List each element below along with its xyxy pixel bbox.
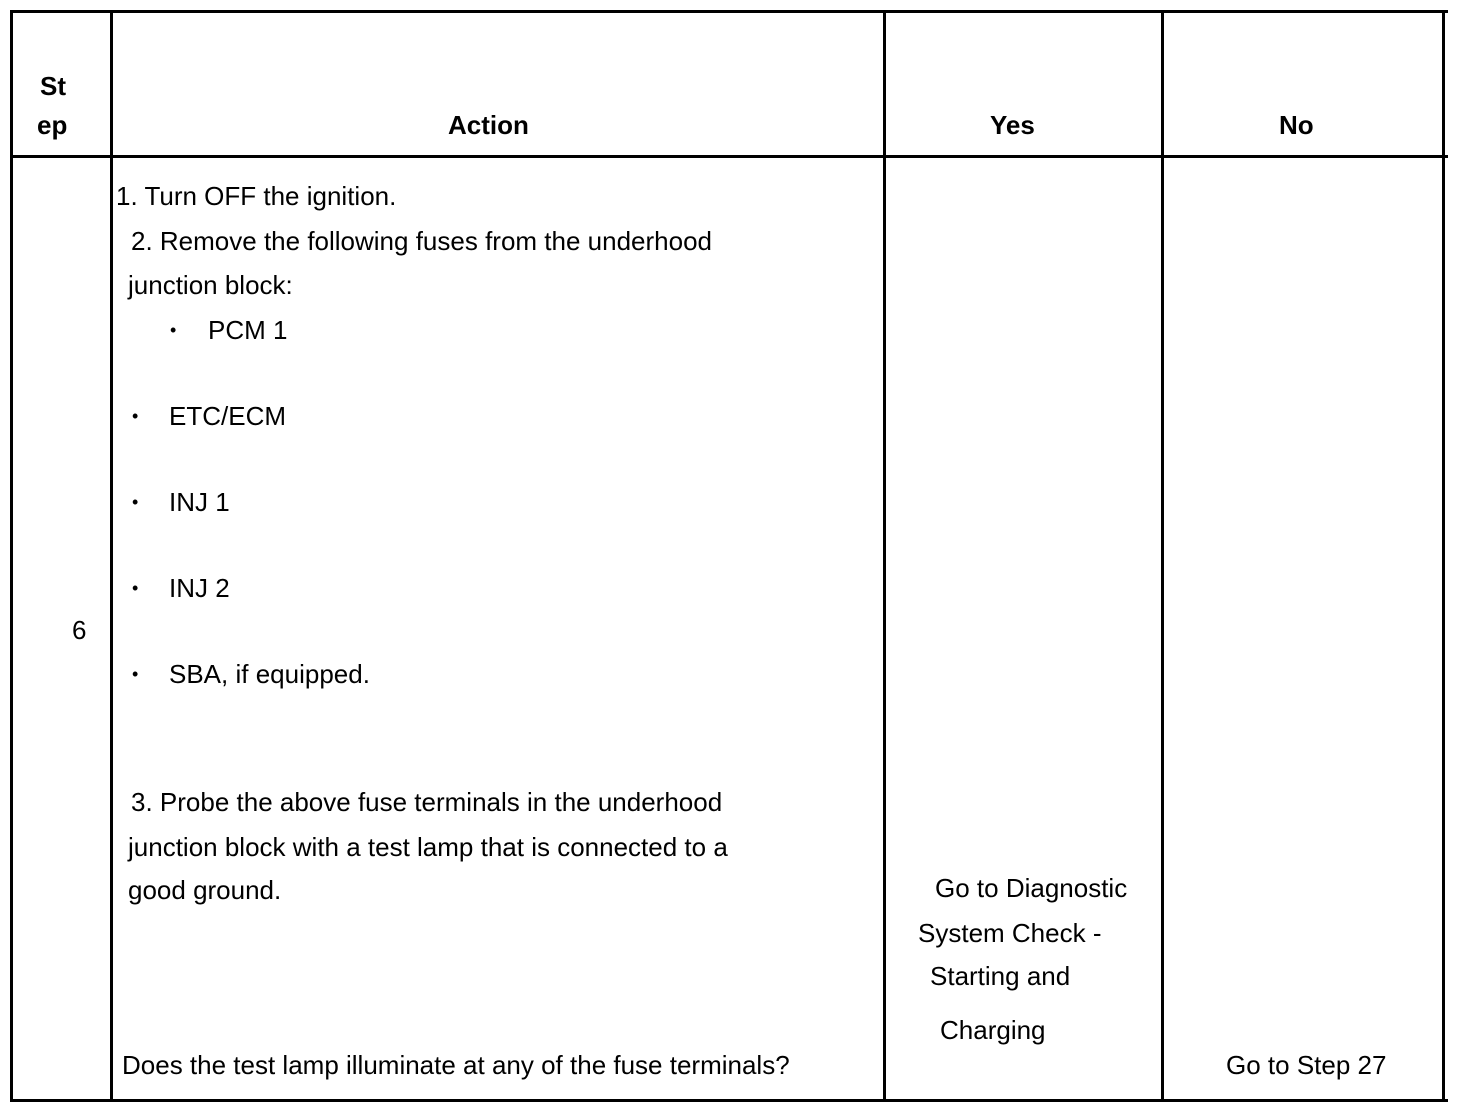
fuse-label: SBA, if equipped. — [169, 659, 370, 689]
fuse-label: ETC/ECM — [169, 401, 286, 431]
action-item-1: 1. Turn OFF the ignition. — [116, 181, 397, 211]
header-action: Action — [448, 110, 529, 140]
action-item-3-line2: junction block with a test lamp that is connected to a — [128, 832, 728, 862]
yes-line-1: Go to Diagnostic — [935, 873, 1128, 903]
header-divider — [10, 155, 1448, 158]
table-border-left — [10, 10, 13, 1102]
col-divider-yes — [1161, 10, 1164, 1102]
bullet-icon: • — [170, 320, 177, 340]
fuse-label: INJ 1 — [169, 487, 230, 517]
step-number: 6 — [72, 615, 87, 645]
bullet-icon: • — [132, 578, 139, 598]
header-step-line1: St — [40, 71, 66, 101]
fuse-label: INJ 2 — [169, 573, 230, 603]
col-divider-action — [883, 10, 886, 1102]
bullet-icon: • — [132, 664, 139, 684]
action-question: Does the test lamp illuminate at any of the fuse terminals? — [122, 1050, 790, 1080]
yes-line-4: Charging — [940, 1015, 1046, 1045]
bullet-icon: • — [132, 492, 139, 512]
action-item-3-line3: good ground. — [128, 875, 282, 905]
action-item-2-line2: junction block: — [128, 270, 293, 300]
header-yes: Yes — [990, 110, 1035, 140]
action-item-3-line1: 3. Probe the above fuse terminals in the underhood — [131, 787, 723, 817]
fuse-label: PCM 1 — [208, 315, 288, 345]
table-border-right — [1442, 10, 1445, 1102]
yes-line-3: Starting and — [930, 961, 1071, 991]
table-border-top — [10, 10, 1448, 13]
col-divider-step — [110, 10, 113, 1102]
table-border-bottom — [10, 1099, 1448, 1102]
header-no: No — [1279, 110, 1314, 140]
header-step-line2: ep — [37, 110, 68, 140]
no-action: Go to Step 27 — [1226, 1050, 1387, 1080]
yes-line-2: System Check - — [918, 918, 1102, 948]
action-item-2-line1: 2. Remove the following fuses from the underhood — [131, 226, 713, 256]
bullet-icon: • — [132, 406, 139, 426]
